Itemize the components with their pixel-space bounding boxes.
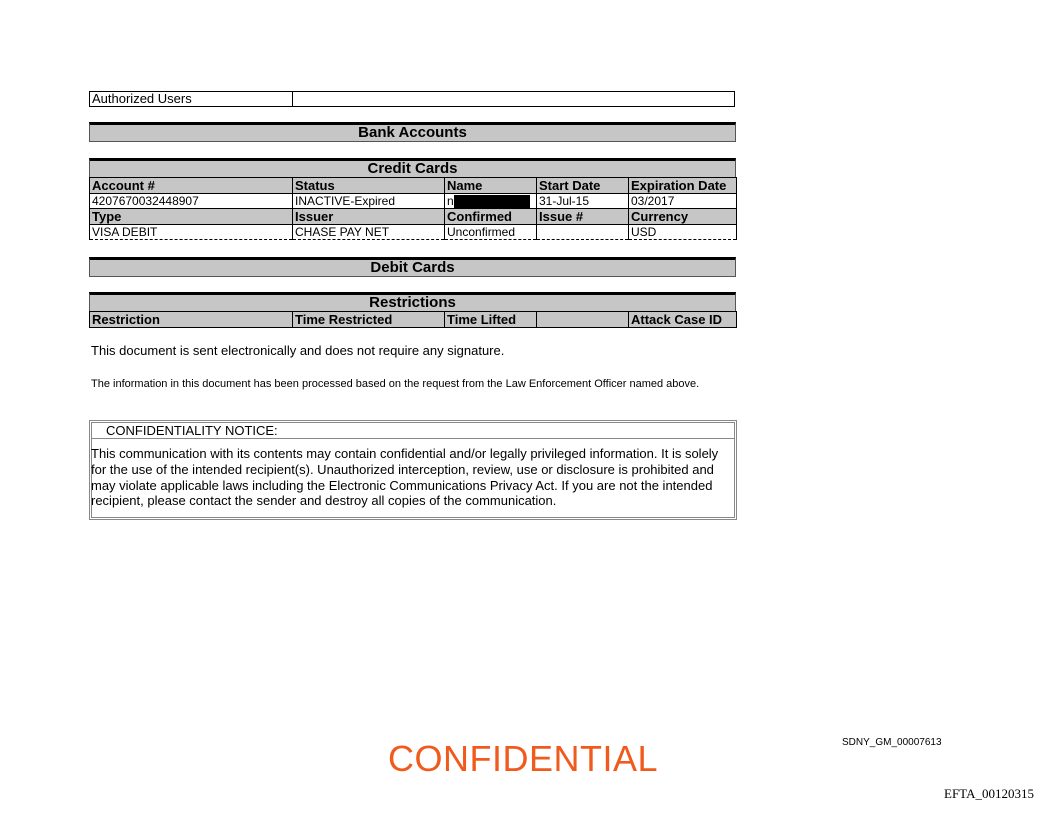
section-debit-cards: Debit Cards xyxy=(89,257,736,277)
section-restrictions: Restrictions xyxy=(89,292,736,312)
confidential-stamp: CONFIDENTIAL xyxy=(388,738,659,779)
section-bank-accounts: Bank Accounts xyxy=(89,122,736,142)
table-row xyxy=(90,225,737,240)
column-header: Issuer xyxy=(293,209,445,225)
issue-number-cell xyxy=(537,225,629,240)
divider xyxy=(92,438,734,439)
authorized-users-row xyxy=(89,91,735,107)
credit-cards-header-row xyxy=(90,178,737,194)
confidentiality-notice-title: CONFIDENTIALITY NOTICE: xyxy=(106,423,278,438)
electronic-signature-note: This document is sent electronically and does not require any signature. xyxy=(91,343,505,358)
confirmed-cell: Unconfirmed xyxy=(445,225,537,240)
credit-cards-header-row xyxy=(90,209,737,225)
column-header: Restriction xyxy=(90,312,293,328)
column-header: Name xyxy=(445,178,537,194)
column-header: Time Lifted xyxy=(445,312,537,328)
section-credit-cards: Credit Cards xyxy=(89,158,736,178)
restrictions-table xyxy=(89,311,737,328)
column-header: Attack Case ID xyxy=(629,312,737,328)
column-header: Currency xyxy=(629,209,737,225)
column-header: Confirmed xyxy=(445,209,537,225)
table-row xyxy=(90,194,737,209)
column-header: Expiration Date xyxy=(629,178,737,194)
redaction-block xyxy=(454,195,530,208)
bates-number-efta: EFTA_00120315 xyxy=(944,786,1034,801)
processing-note: The information in this document has been processed based on the request from the Law Enforcement Officer named above. xyxy=(91,378,700,390)
bates-number-sdny: SDNY_GM_00007613 xyxy=(842,737,942,748)
name-visible-text: n xyxy=(447,194,454,208)
column-header: Account # xyxy=(90,178,293,194)
restrictions-header-row xyxy=(90,312,737,328)
issuer-cell: CHASE PAY NET xyxy=(293,225,445,240)
account-number-cell: 4207670032448907 xyxy=(90,194,293,209)
name-cell xyxy=(445,194,537,209)
currency-cell: USD xyxy=(629,225,737,240)
column-header: Type xyxy=(90,209,293,225)
status-cell: INACTIVE-Expired xyxy=(293,194,445,209)
authorized-users-label: Authorized Users xyxy=(90,92,293,106)
column-header: Start Date xyxy=(537,178,629,194)
expiration-date-cell: 03/2017 xyxy=(629,194,737,209)
type-cell: VISA DEBIT xyxy=(90,225,293,240)
column-header: Status xyxy=(293,178,445,194)
credit-cards-table xyxy=(89,177,737,240)
confidentiality-notice-body: This communication with its contents may contain confidential and/or legally privileged information. It is solely for the use of the intended recipient(s). Unauthorized interception, review, use or disclosure is prohibited and may violate applicable laws including the Electronic Communications Privacy Act. If you are not the intended recipient, please contact the sender and destroy all copies of the communication. xyxy=(91,446,719,509)
start-date-cell: 31-Jul-15 xyxy=(537,194,629,209)
column-header xyxy=(537,312,629,328)
authorized-users-value xyxy=(293,92,734,106)
column-header: Issue # xyxy=(537,209,629,225)
column-header: Time Restricted xyxy=(293,312,445,328)
